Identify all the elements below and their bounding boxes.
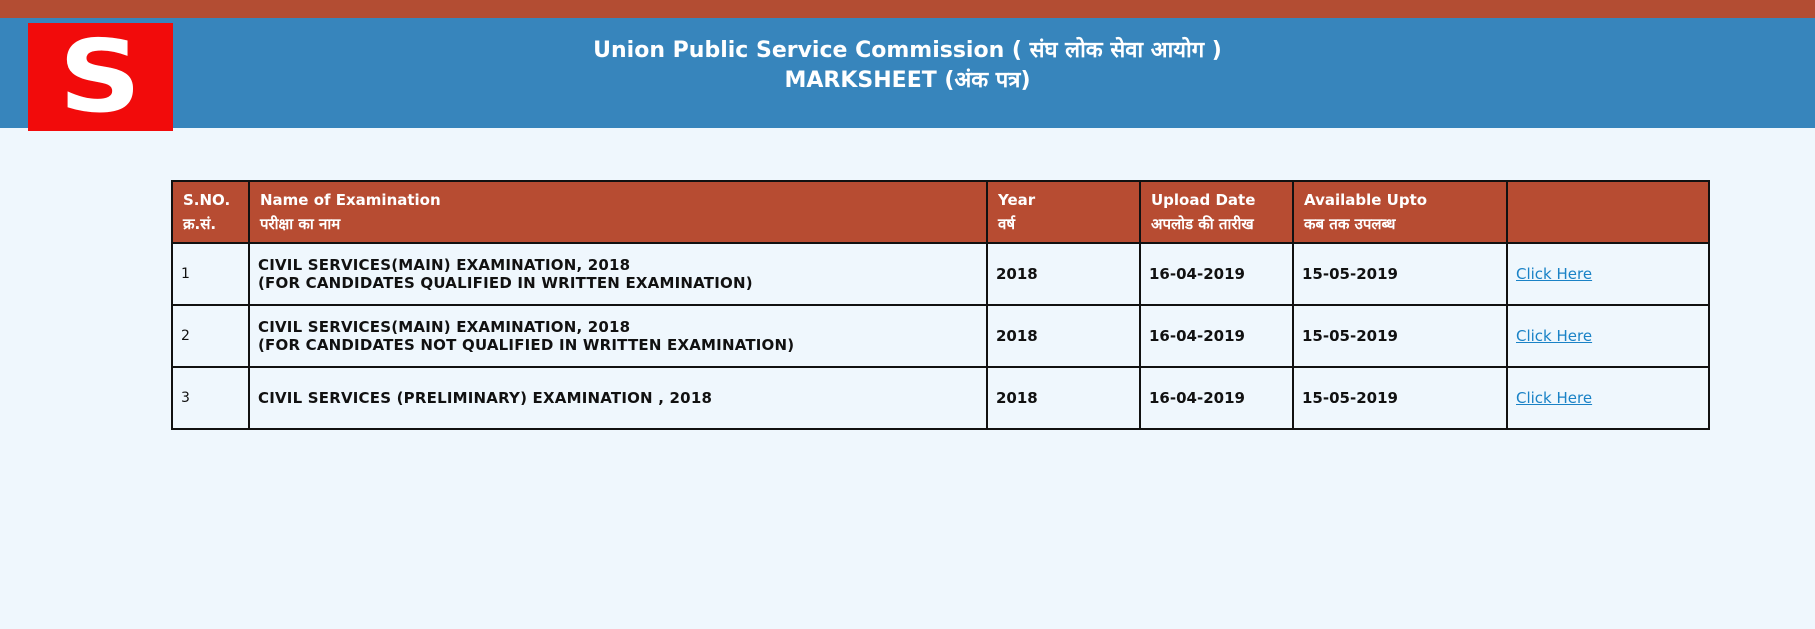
column-header-available-upto-en: Available Upto bbox=[1304, 191, 1428, 209]
cell-link bbox=[1507, 305, 1709, 367]
site-logo[interactable] bbox=[28, 18, 173, 135]
cell-exam-name bbox=[249, 243, 987, 305]
cell-upload-date: 16-04-2019 bbox=[1140, 243, 1293, 305]
table-row bbox=[172, 367, 1709, 429]
cell-link bbox=[1507, 243, 1709, 305]
column-header-year-en: Year bbox=[998, 191, 1036, 209]
exam-name-line-1: CIVIL SERVICES(MAIN) EXAMINATION, 2018 bbox=[258, 256, 631, 274]
logo-s-icon: S bbox=[59, 18, 142, 135]
column-header-sno bbox=[172, 181, 249, 243]
click-here-link[interactable]: Click Here bbox=[1516, 265, 1593, 283]
exam-name-line-1: CIVIL SERVICES(MAIN) EXAMINATION, 2018 bbox=[258, 318, 631, 336]
column-header-upload-date-en: Upload Date bbox=[1151, 191, 1256, 209]
cell-link bbox=[1507, 367, 1709, 429]
column-header-sno-en: S.NO. bbox=[183, 191, 231, 209]
page-title bbox=[0, 36, 1815, 96]
column-header-exam-name-en: Name of Examination bbox=[260, 191, 441, 209]
exam-name-line-1: CIVIL SERVICES (PRELIMINARY) EXAMINATION , 2018 bbox=[258, 389, 713, 407]
click-here-link[interactable]: Click Here bbox=[1516, 389, 1593, 407]
column-header-sno-hi: क्र.सं. bbox=[183, 215, 217, 233]
cell-sno: 1 bbox=[172, 243, 249, 305]
column-header-exam-name bbox=[249, 181, 987, 243]
column-header-available-upto-hi: कब तक उपलब्ध bbox=[1304, 215, 1396, 233]
column-header-exam-name-hi: परीक्षा का नाम bbox=[260, 215, 341, 233]
cell-exam-name bbox=[249, 305, 987, 367]
top-accent-strip bbox=[0, 0, 1815, 18]
column-header-upload-date-hi: अपलोड की तारीख bbox=[1151, 215, 1254, 233]
cell-upload-date: 16-04-2019 bbox=[1140, 367, 1293, 429]
marksheet-table bbox=[171, 180, 1710, 430]
column-header-year bbox=[987, 181, 1140, 243]
column-header-year-hi: वर्ष bbox=[998, 215, 1016, 233]
marksheet-table-container bbox=[171, 180, 1710, 430]
column-header-link bbox=[1507, 181, 1709, 243]
table-row bbox=[172, 305, 1709, 367]
cell-sno: 3 bbox=[172, 367, 249, 429]
cell-upload-date: 16-04-2019 bbox=[1140, 305, 1293, 367]
cell-year: 2018 bbox=[987, 367, 1140, 429]
column-header-upload-date bbox=[1140, 181, 1293, 243]
page-title-line-1: Union Public Service Commission ( संघ लोक सेवा आयोग ) bbox=[593, 38, 1222, 63]
cell-available-upto: 15-05-2019 bbox=[1293, 305, 1507, 367]
cell-year: 2018 bbox=[987, 305, 1140, 367]
cell-year: 2018 bbox=[987, 243, 1140, 305]
cell-sno: 2 bbox=[172, 305, 249, 367]
cell-exam-name bbox=[249, 367, 987, 429]
click-here-link[interactable]: Click Here bbox=[1516, 327, 1593, 345]
cell-available-upto: 15-05-2019 bbox=[1293, 367, 1507, 429]
exam-name-line-2: (FOR CANDIDATES QUALIFIED IN WRITTEN EXAMINATION) bbox=[258, 274, 753, 292]
page-title-line-2: MARKSHEET (अंक पत्र) bbox=[784, 68, 1031, 93]
table-row bbox=[172, 243, 1709, 305]
table-header-row bbox=[172, 181, 1709, 243]
column-header-available-upto bbox=[1293, 181, 1507, 243]
cell-available-upto: 15-05-2019 bbox=[1293, 243, 1507, 305]
exam-name-line-2: (FOR CANDIDATES NOT QUALIFIED IN WRITTEN EXAMINATION) bbox=[258, 336, 795, 354]
